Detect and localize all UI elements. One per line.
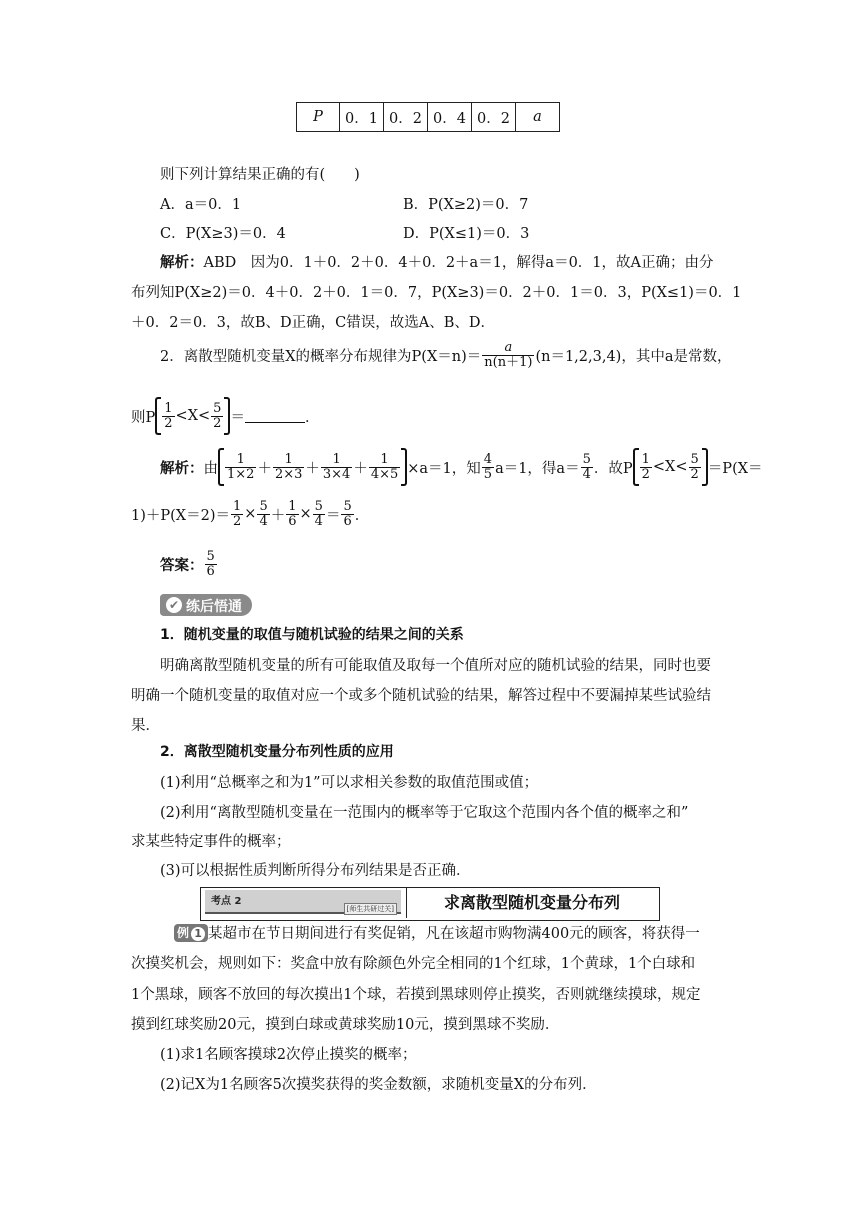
kaodian-label-block: [205, 890, 401, 914]
fraction: [273, 453, 304, 481]
analysis-text: ABD 因为0．1＋0．2＋0．4＋0．2＋a＝1，解得a＝0．1，故A正确；由分: [203, 255, 714, 271]
denominator: 2×3: [274, 466, 303, 482]
denominator: 2: [213, 415, 222, 431]
kaodian-label: 考点 2: [211, 896, 242, 907]
denominator: 2: [164, 415, 173, 431]
numerator: 1: [236, 451, 245, 467]
numerator: 1: [288, 499, 297, 514]
fraction: [231, 500, 243, 528]
numerator: 5: [259, 499, 268, 514]
fraction: [286, 500, 298, 528]
denominator: 4: [314, 513, 323, 529]
denominator: n(n＋1): [484, 354, 533, 370]
review-item-3: (3)可以根据性质判断所得分布列结果是否正确．: [160, 863, 471, 879]
text: ×a＝1，知: [407, 460, 481, 477]
q1-analysis-line3: ＋0．2＝0．3，故B、D正确，C错误，故选A、B、D．: [131, 315, 496, 331]
analysis-label: 解析：: [160, 460, 204, 477]
kaodian-title: 求离散型随机变量分布列: [406, 888, 657, 918]
denominator: 2: [233, 513, 242, 529]
fraction: [205, 550, 217, 578]
review-para-1-line1: 明确离散型随机变量的所有可能取值及取每一个值所对应的随机试验的结果，同时也要: [160, 658, 711, 674]
fraction: [162, 402, 174, 430]
review-para-1-line3: 果．: [131, 718, 160, 734]
example-badge: [174, 924, 208, 942]
text: <X<: [175, 408, 211, 424]
fraction: [689, 453, 701, 481]
numerator: 5: [314, 499, 323, 514]
q2-line2: 则P $\frac{1}{2}$ <X< $\frac{5}{2}$ ＝ ．: [131, 397, 319, 435]
review-tag: [160, 594, 252, 616]
example-line2: 次摸奖机会，规则如下：奖盒中放有除颜色外完全相同的1个红球，1个黄球，1个白球和: [131, 956, 696, 972]
text: ＝P(X＝: [707, 460, 763, 477]
fraction: [482, 341, 534, 369]
fraction: [321, 453, 352, 481]
left-paren: [633, 448, 639, 486]
q1-stem: 则下列计算结果正确的有( ): [160, 167, 360, 183]
numerator: 5: [582, 451, 591, 467]
table-row: [297, 103, 560, 132]
q1-option-b: B．P(X≥2)＝0．7: [403, 197, 529, 213]
denominator: 4×5: [370, 466, 399, 482]
review-heading-1: 1．随机变量的取值与随机试验的结果之间的关系: [160, 627, 464, 643]
numerator: 5: [690, 451, 699, 467]
fraction: [225, 453, 256, 481]
denominator: 6: [343, 513, 352, 529]
text: ＝: [230, 409, 245, 426]
probability-table: [296, 102, 560, 132]
denominator: 6: [288, 513, 297, 529]
q1-option-d: D．P(X≤1)＝0．3: [403, 226, 530, 242]
numerator: 5: [206, 549, 215, 564]
q2-stem: [160, 341, 731, 369]
text: 某超市在节日期间进行有奖促销，凡在该超市购物满400元的顾客，将获得一: [208, 926, 700, 942]
q1-analysis-line1: [160, 251, 714, 272]
left-paren: [155, 397, 161, 435]
answer-blank: [245, 410, 305, 423]
numerator: 1: [284, 451, 293, 467]
kaodian-header: [200, 887, 660, 921]
text: <X<: [652, 459, 688, 475]
text: 则P: [131, 409, 156, 426]
denominator: 6: [206, 563, 215, 579]
text: 由: [203, 460, 218, 477]
numerator: 1: [164, 400, 173, 416]
numerator: 1: [332, 451, 341, 467]
table-cell: 0．2: [472, 103, 516, 132]
numerator: 4: [483, 451, 493, 467]
example-question-1: (1)求1名顾客摸球2次停止摸奖的概率；: [160, 1047, 417, 1063]
fraction: [640, 453, 652, 481]
fraction: [581, 453, 593, 481]
fraction: [341, 500, 353, 528]
numerator: a: [504, 340, 513, 355]
denominator: 4: [582, 466, 591, 482]
example-line1: [174, 922, 700, 943]
text: ．故P: [593, 460, 633, 477]
example-question-2: (2)记X为1名顾客5次摸奖获得的奖金数额，求随机变量X的分布列．: [160, 1077, 597, 1093]
q2-stem-post: (n＝1,2,3,4)，其中a是常数，: [535, 348, 732, 365]
check-icon: ✔: [166, 597, 182, 613]
denominator: 4: [259, 513, 268, 529]
review-heading-2: 2．离散型随机变量分布列性质的应用: [160, 744, 394, 760]
denominator: 1×2: [227, 466, 255, 482]
numerator: 5: [343, 499, 352, 514]
denominator: 2: [641, 466, 650, 482]
fraction: [369, 453, 400, 481]
review-item-2-line1: (2)利用“离散型随机变量在一范围内的概率等于它取这个范围内各个值的概率之和”: [160, 805, 689, 821]
answer-label: 答案：: [160, 557, 204, 574]
numerator: 1: [380, 451, 389, 467]
review-item-1: (1)利用“总概率之和为1”可以求相关参数的取值范围或值；: [160, 775, 539, 791]
review-tag-label: 练后悟通: [186, 599, 242, 615]
table-cell: 0．4: [428, 103, 472, 132]
table-cell: a: [516, 103, 560, 132]
analysis-label: 解析：: [160, 255, 204, 271]
q2-answer: [160, 550, 218, 578]
left-paren: [218, 448, 224, 486]
denominator: 3×4: [322, 466, 351, 482]
fraction: [482, 453, 494, 481]
review-para-1-line2: 明确一个随机变量的取值对应一个或多个随机试验的结果，解答过程中不要漏掉某些试验结: [131, 688, 711, 704]
example-line4: 摸到红球奖励20元，摸到白球或黄球奖励10元，摸到黑球不奖励．: [131, 1017, 560, 1033]
denominator: 2: [690, 466, 699, 482]
table-cell: 0．2: [384, 103, 428, 132]
fraction: [257, 500, 269, 528]
fraction: [211, 402, 223, 430]
example-line3: 1个黑球，顾客不放回的每次摸出1个球，若摸到黑球则停止摸奖，否则就继续摸球，规定: [131, 987, 701, 1003]
fraction: [313, 500, 325, 528]
q2-stem-pre: 2．离散型随机变量X的概率分布规律为P(X＝n)＝: [160, 348, 482, 365]
q2-analysis-line2: 1)＋P(X＝2)＝ $\frac{1}{2}$ × $\frac{5}{4}$ ＋ $\frac{1}{6}$ × $\frac{5}{4}$ ＝ $\frac{5}{6}$ ．: [131, 499, 370, 529]
text: a＝1，得a＝: [495, 460, 580, 477]
example-badge-label: 例: [177, 925, 190, 940]
q2-analysis-line1: 解析： 由 $\frac{1}{1\times 2}$ ＋ $\frac{1}{2\times 3}$ ＋ $\frac{1}{3\times 4}$ ＋ $\frac{1}{4\times 5}$ ×a＝1，知 $\frac{4}{5}$ a＝1，得a＝ $\frac{5}{4}$ ．故P $\frac{1}{2}$ <X< $\frac{5}{2}$ ＝P(X＝: [160, 448, 763, 486]
table-cell: 0．1: [340, 103, 384, 132]
text: 1)＋P(X＝2)＝: [131, 507, 231, 524]
q1-option-a: A．a＝0．1: [160, 197, 242, 213]
review-item-2-line2: 求某些特定事件的概率；: [131, 834, 291, 850]
q1-analysis-line2: 布列知P(X≥2)＝0．4＋0．2＋0．1＝0．7，P(X≥3)＝0．2＋0．1＝0．3，P(X≤1)＝0．1: [131, 285, 742, 301]
kaodian-sub: [师生共研过关]: [344, 903, 397, 915]
numerator: 1: [233, 499, 242, 514]
table-cell: P: [297, 103, 340, 132]
denominator: 5: [483, 466, 493, 482]
example-badge-number: 1: [191, 927, 205, 941]
numerator: 5: [213, 400, 222, 416]
numerator: 1: [641, 451, 650, 467]
q1-option-c: C．P(X≥3)＝0．4: [160, 226, 286, 242]
